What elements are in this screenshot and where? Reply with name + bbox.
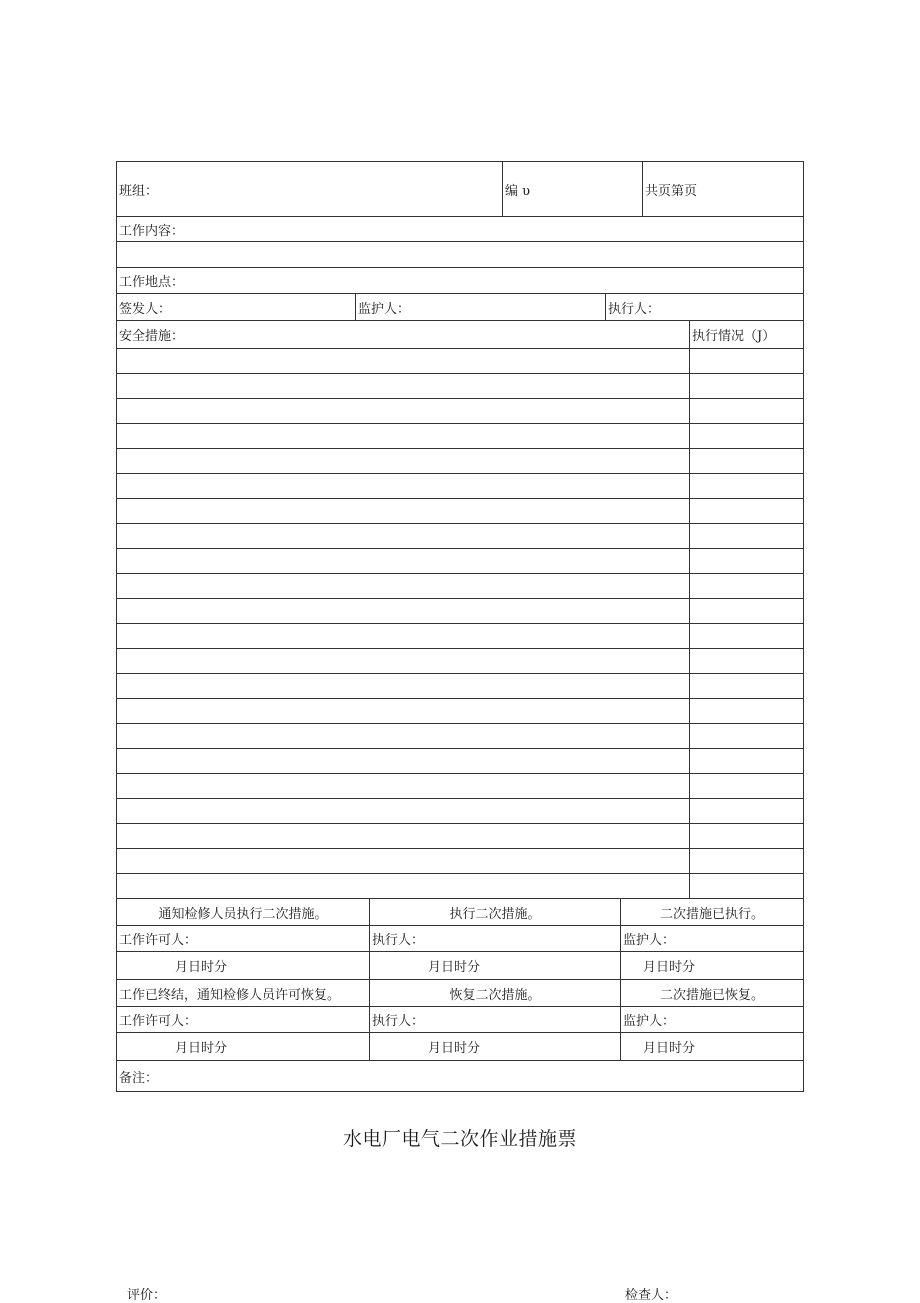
measure-row: [116, 423, 804, 448]
time-label: 月日时分: [175, 1041, 228, 1056]
measure-status-cell[interactable]: [689, 399, 803, 423]
time-label: 月日时分: [428, 1041, 481, 1056]
guardian-cell[interactable]: [355, 294, 605, 320]
phase1-steps-row: [116, 898, 804, 925]
measure-row: [116, 848, 804, 873]
execution-status-header: 执行情况（J）: [689, 321, 803, 348]
safety-measures-header: 安全措施：: [119, 329, 185, 344]
phase2-signers-row: [116, 1006, 804, 1032]
evaluation-label: 评价：: [127, 1288, 167, 1303]
measure-content-cell[interactable]: [117, 624, 689, 648]
measure-row: [116, 373, 804, 398]
measure-rows: [116, 348, 804, 898]
measure-row: [116, 398, 804, 423]
phase1-guardian-cell[interactable]: [620, 926, 803, 951]
measure-row: [116, 448, 804, 473]
work-location-label: 工作地点：: [119, 275, 185, 290]
measure-status-cell[interactable]: [689, 674, 803, 698]
measure-status-cell[interactable]: [689, 374, 803, 398]
phase2-permit-cell[interactable]: [117, 1007, 369, 1032]
phase1-guardian-time[interactable]: [620, 952, 803, 979]
phase1-executor-cell[interactable]: [369, 926, 620, 951]
measure-status-cell[interactable]: [689, 474, 803, 498]
measure-status-cell[interactable]: [689, 574, 803, 598]
measure-status-cell[interactable]: [689, 424, 803, 448]
measure-row: [116, 473, 804, 498]
team-label: 班组：: [119, 183, 159, 199]
measure-content-cell[interactable]: [117, 549, 689, 573]
measure-content-cell[interactable]: [117, 874, 689, 898]
measure-row: [116, 823, 804, 848]
measure-content-cell[interactable]: [117, 424, 689, 448]
measure-status-cell[interactable]: [689, 349, 803, 373]
phase2-time-row: [116, 1032, 804, 1060]
measure-content-cell[interactable]: [117, 824, 689, 848]
notify-execute-step: 通知检修人员执行二次措施。: [158, 906, 328, 922]
guardian-label: 监护人：: [623, 933, 676, 948]
measure-status-cell[interactable]: [689, 724, 803, 748]
measure-row: [116, 648, 804, 673]
measure-content-cell[interactable]: [117, 724, 689, 748]
team-cell[interactable]: [117, 162, 502, 216]
measure-content-cell[interactable]: [117, 674, 689, 698]
time-label: 月日时分: [428, 960, 481, 975]
phase1-time-row: [116, 951, 804, 979]
phase2-executor-time[interactable]: [369, 1033, 620, 1060]
guardian-label: 监护人：: [623, 1014, 676, 1029]
measure-status-cell[interactable]: [689, 649, 803, 673]
measure-content-cell[interactable]: [117, 699, 689, 723]
measures-header-row: [116, 320, 804, 348]
measure-status-cell[interactable]: [689, 874, 803, 898]
permit-holder-label: 工作许可人：: [119, 1014, 198, 1029]
measure-row: [116, 573, 804, 598]
restore-measures-step: 恢复二次措施。: [369, 980, 620, 1006]
phase2-steps-row: [116, 979, 804, 1006]
phase1-signers-row: [116, 925, 804, 951]
people-row: [116, 293, 804, 320]
remarks-row[interactable]: [116, 1060, 804, 1092]
measure-status-cell[interactable]: [689, 549, 803, 573]
notify-restore-step: 工作已终结，通知检修人员许可恢复。: [119, 987, 341, 1003]
pages-label: 共页第页: [645, 183, 698, 199]
measure-content-cell[interactable]: [117, 749, 689, 773]
pages-cell[interactable]: [642, 162, 803, 216]
measure-content-cell[interactable]: [117, 799, 689, 823]
measure-status-cell[interactable]: [689, 824, 803, 848]
phase2-permit-time[interactable]: [117, 1033, 369, 1060]
measure-status-cell[interactable]: [689, 849, 803, 873]
measure-row: [116, 498, 804, 523]
time-label: 月日时分: [175, 960, 228, 975]
measures-executed-step: 二次措施已执行。: [620, 899, 803, 925]
permit-holder-label: 工作许可人：: [119, 933, 198, 948]
number-label: 编 υ: [505, 183, 531, 199]
work-content-row[interactable]: [116, 216, 804, 241]
executor-label: 执行人：: [372, 1014, 425, 1029]
time-label: 月日时分: [643, 1041, 696, 1056]
measures-restored-step: 二次措施已恢复。: [620, 980, 803, 1006]
measure-content-cell[interactable]: [117, 349, 689, 373]
document-title: 水电厂电气二次作业措施票: [342, 1128, 577, 1150]
phase2-guardian-cell[interactable]: [620, 1007, 803, 1032]
phase2-guardian-time[interactable]: [620, 1033, 803, 1060]
phase2-executor-cell[interactable]: [369, 1007, 620, 1032]
measure-row: [116, 548, 804, 573]
work-content-blank-row[interactable]: [116, 241, 804, 267]
executor-label: 执行人：: [372, 933, 425, 948]
work-content-label: 工作内容：: [119, 223, 185, 239]
issuer-label: 签发人：: [119, 301, 172, 317]
measures-ticket-form: [116, 161, 804, 1092]
measure-content-cell[interactable]: [117, 849, 689, 873]
measure-content-cell[interactable]: [117, 774, 689, 798]
work-location-row[interactable]: [116, 267, 804, 293]
measure-row: [116, 348, 804, 373]
measure-content-cell[interactable]: [117, 574, 689, 598]
remarks-label: 备注：: [119, 1070, 159, 1086]
measure-row: [116, 748, 804, 773]
measure-content-cell[interactable]: [117, 399, 689, 423]
measure-row: [116, 773, 804, 798]
executor-cell[interactable]: [605, 294, 803, 320]
measure-content-cell[interactable]: [117, 524, 689, 548]
measure-row: [116, 623, 804, 648]
measure-status-cell[interactable]: [689, 774, 803, 798]
phase1-executor-time[interactable]: [369, 952, 620, 979]
measure-content-cell[interactable]: [117, 474, 689, 498]
inspector-label: 检查人：: [625, 1288, 678, 1303]
measure-status-cell[interactable]: [689, 599, 803, 623]
guardian-label: 监护人：: [358, 301, 411, 317]
measure-status-cell[interactable]: [689, 699, 803, 723]
measure-status-cell[interactable]: [689, 749, 803, 773]
phase1-permit-time[interactable]: [117, 952, 369, 979]
measure-row: [116, 523, 804, 548]
measure-status-cell[interactable]: [689, 624, 803, 648]
time-label: 月日时分: [643, 960, 696, 975]
measure-row: [116, 598, 804, 623]
measure-row: [116, 723, 804, 748]
measure-content-cell[interactable]: [117, 599, 689, 623]
measure-status-cell[interactable]: [689, 449, 803, 473]
measure-status-cell[interactable]: [689, 799, 803, 823]
measure-row: [116, 798, 804, 823]
execute-measures-step: 执行二次措施。: [369, 899, 620, 925]
measure-row: [116, 873, 804, 898]
measure-content-cell[interactable]: [117, 374, 689, 398]
measure-status-cell[interactable]: [689, 524, 803, 548]
measure-status-cell[interactable]: [689, 499, 803, 523]
issuer-cell[interactable]: [117, 294, 355, 320]
phase1-permit-cell[interactable]: [117, 926, 369, 951]
header-row: [116, 161, 804, 216]
measure-content-cell[interactable]: [117, 649, 689, 673]
number-cell[interactable]: [502, 162, 642, 216]
executor-label: 执行人：: [608, 301, 661, 317]
measure-content-cell[interactable]: [117, 499, 689, 523]
measure-row: [116, 698, 804, 723]
measure-content-cell[interactable]: [117, 449, 689, 473]
measure-row: [116, 673, 804, 698]
